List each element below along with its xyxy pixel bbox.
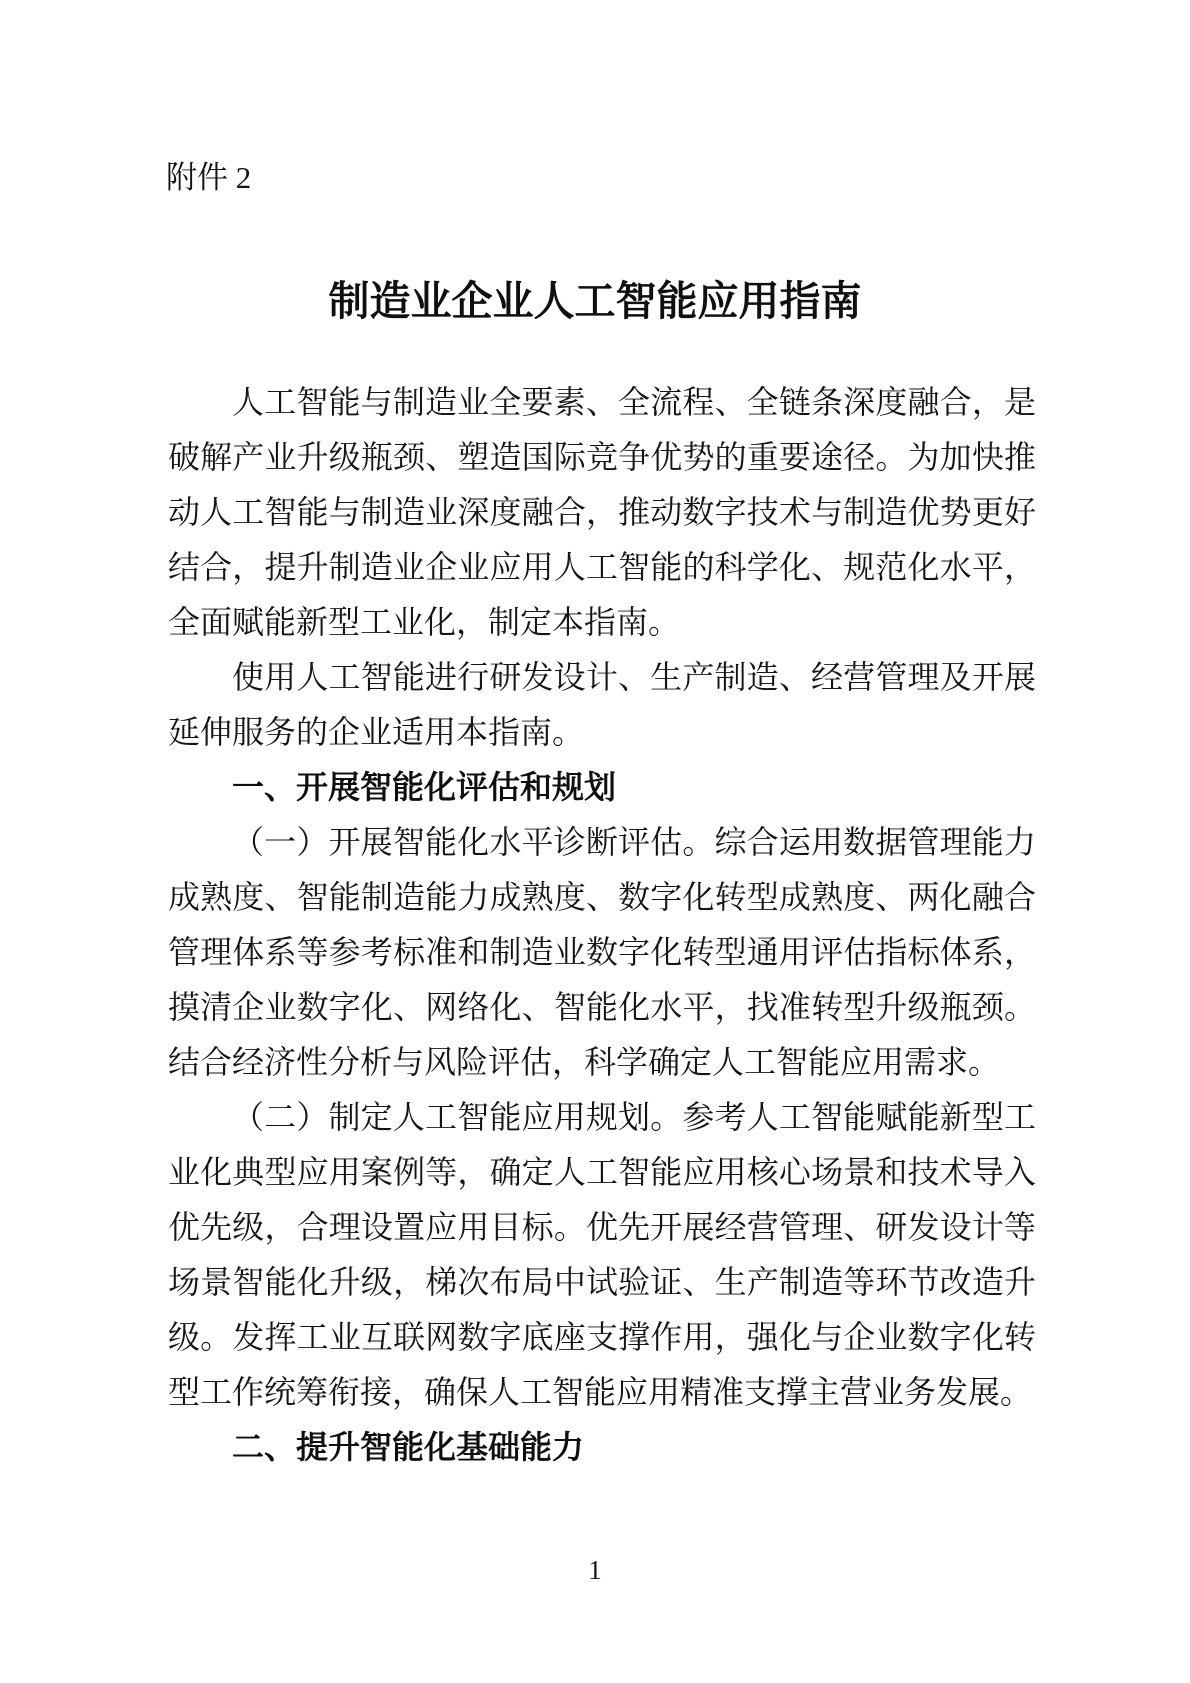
paragraph-section1-item2 [168, 1090, 1036, 1420]
section-1-heading: 一、开展智能化评估和规划 [232, 769, 617, 805]
paragraph-intro: 人工智能与制造业全要素、全流程、全链条深度融合，是破解产业升级瓶颈、塑造国际竞争优势的重要途径。为加快推动人工智能与制造业深度融合，推动数字技术与制造优势更好结合，提升制造业企业应用人工智能的科学化、规范化水平，全面赋能新型工业化，制定本指南。 [168, 384, 1036, 640]
section-2-heading: 二、提升智能化基础能力 [232, 1429, 585, 1465]
paragraph-section1-item1-lead: （一）开展智能化水平诊断评估。 [232, 824, 715, 860]
paragraph-section1-item2-body: 参考人工智能赋能新型工业化典型应用案例等，确定人工智能应用核心场景和技术导入优先级，合理设置应用目标。优先开展经营管理、研发设计等场景智能化升级，梯次布局中试验证、生产制造等环节改造升级。发挥工业互联网数字底座支撑作用，强化与企业数字化转型工作统筹衔接，确保人工智能应用精准支撑主营业务发展。 [168, 1099, 1036, 1410]
paragraph-section1-item1-body: 综合运用数据管理能力成熟度、智能制造能力成熟度、数字化转型成熟度、两化融合管理体系等参考标准和制造业数字化转型通用评估指标体系，摸清企业数字化、网络化、智能化水平，找准转型升级瓶颈。结合经济性分析与风险评估，科学确定人工智能应用需求。 [168, 824, 1036, 1080]
paragraph-section1-item2-lead: （二）制定人工智能应用规划。 [232, 1099, 683, 1135]
paragraph-scope: 使用人工智能进行研发设计、生产制造、经营管理及开展延伸服务的企业适用本指南。 [168, 659, 1036, 750]
document-title: 制造业企业人工智能应用指南 [328, 278, 862, 324]
page-number: 1 [588, 1555, 602, 1585]
attachment-label: 附件 2 [166, 160, 252, 195]
document-body [168, 375, 1036, 1475]
paragraph-section1-item1 [168, 815, 1036, 1090]
